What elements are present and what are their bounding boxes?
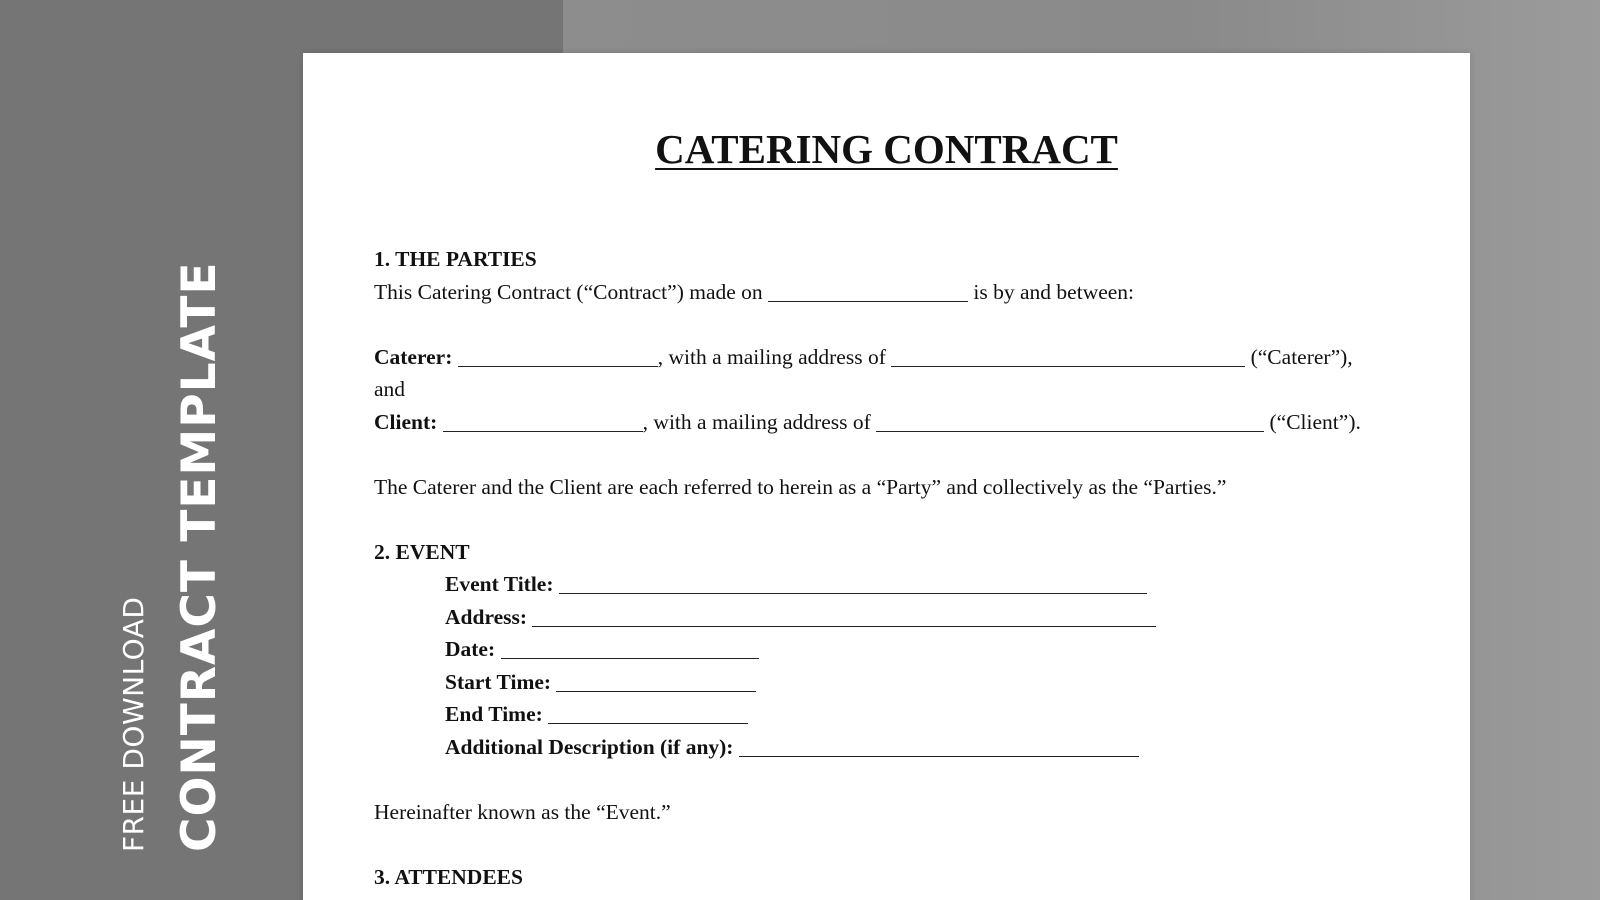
event-address-row	[374, 601, 1434, 634]
event-end-time-blank[interactable]	[548, 701, 748, 724]
client-address-blank[interactable]	[876, 409, 1264, 432]
spacer	[374, 503, 1434, 536]
event-end-time-row	[374, 698, 1434, 731]
spacer	[374, 763, 1434, 796]
client-end-text: (“Client”).	[1269, 409, 1361, 434]
event-date-row	[374, 633, 1434, 666]
client-name-blank[interactable]	[443, 409, 643, 432]
caterer-address-blank[interactable]	[891, 344, 1245, 367]
caterer-line	[374, 341, 1434, 374]
event-title-row	[374, 568, 1434, 601]
caterer-label: Caterer:	[374, 344, 453, 369]
intro-text-after: is by and between:	[973, 279, 1135, 304]
free-download-label: FREE DOWNLOAD	[117, 596, 150, 852]
spacer	[374, 828, 1434, 861]
spacer	[374, 308, 1434, 341]
event-date-label: Date:	[445, 637, 496, 661]
caterer-end-text: (“Caterer”),	[1250, 344, 1353, 369]
contract-date-blank[interactable]	[768, 279, 968, 302]
caterer-name-blank[interactable]	[458, 344, 658, 367]
sidebar-banner	[0, 0, 260, 900]
event-start-time-blank[interactable]	[556, 669, 756, 692]
parties-intro	[374, 276, 1434, 309]
event-address-label: Address:	[445, 604, 528, 629]
event-title-label: Event Title:	[445, 572, 554, 596]
client-label: Client:	[374, 409, 438, 434]
document-title-text: CATERING CONTRACT	[655, 126, 1118, 172]
event-description-label: Additional Description (if any):	[445, 734, 734, 759]
document-title	[303, 125, 1470, 173]
hereinafter-text: Hereinafter known as the “Event.”	[374, 799, 671, 824]
event-end-time-label: End Time:	[445, 702, 543, 726]
caterer-address-text: , with a mailing address of	[657, 344, 886, 369]
parties-definition: The Caterer and the Client are each referred to herein as a “Party” and collectively as the “Parties.”	[374, 474, 1227, 499]
contract-template-label: CONTRACT TEMPLATE	[172, 261, 227, 852]
client-address-text: , with a mailing address of	[642, 409, 871, 434]
event-description-row	[374, 731, 1434, 764]
event-date-blank[interactable]	[501, 636, 759, 659]
section-heading-parties: 1. THE PARTIES	[374, 247, 537, 271]
document-page	[303, 53, 1470, 900]
and-line: and	[374, 377, 406, 401]
section-heading-event: 2. EVENT	[374, 539, 470, 564]
event-start-time-label: Start Time:	[445, 669, 552, 694]
event-title-blank[interactable]	[559, 571, 1147, 594]
event-start-time-row	[374, 666, 1434, 699]
spacer	[374, 438, 1434, 471]
section-heading-attendees: 3. ATTENDEES	[374, 864, 523, 889]
intro-text-before: This Catering Contract (“Contract”) made on	[374, 279, 763, 304]
event-description-blank[interactable]	[739, 734, 1139, 757]
event-address-blank[interactable]	[532, 604, 1156, 627]
document-body	[374, 243, 1434, 893]
client-line	[374, 406, 1434, 439]
